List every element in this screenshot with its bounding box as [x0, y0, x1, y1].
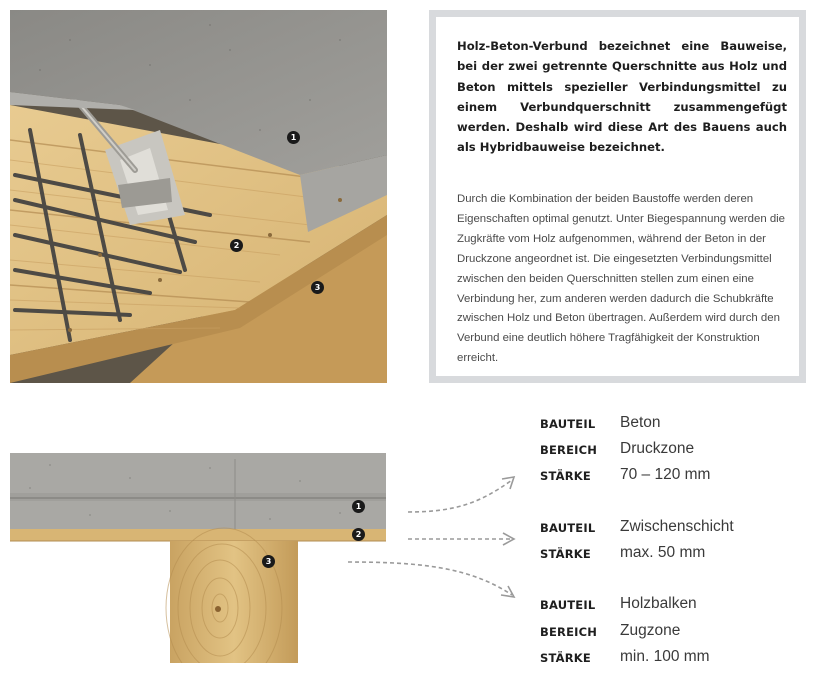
marker-3-timber: 3 — [311, 281, 324, 294]
spec-value: Zugzone — [620, 622, 681, 639]
spec-key: BAUTEIL — [540, 598, 596, 612]
arrow-to-concrete — [408, 480, 512, 512]
spec-key: BAUTEIL — [540, 521, 596, 535]
spec-key: STÄRKE — [540, 651, 591, 665]
spec-value: max. 50 mm — [620, 544, 706, 561]
spec-value: 70 – 120 mm — [620, 466, 711, 483]
spec-key: BEREICH — [540, 625, 598, 639]
intro-lead-text: Holz-Beton-Verbund bezeichnet eine Bauweise, bei der zwei getrennte Querschnitte aus Holz und Beton mittels spezieller Verbindungsmittel zu einem Verbundquerschnitt zusammengefügt werden. Deshalb wird diese Art des Bauens auch als Hybridbauweise bezeichnet. — [457, 39, 787, 155]
callout-arrows — [340, 455, 540, 615]
intermediate-layer — [10, 529, 386, 541]
composite-illustration-drawing — [10, 10, 387, 383]
spec-key: BEREICH — [540, 443, 598, 457]
section-marker-3: 3 — [262, 555, 275, 568]
cross-section-drawing — [10, 453, 386, 663]
spec-value: Holzbalken — [620, 595, 697, 612]
section-marker-2: 2 — [352, 528, 365, 541]
timber-beam — [170, 541, 298, 663]
spec-key: STÄRKE — [540, 547, 591, 561]
arrow-to-timber — [348, 562, 512, 595]
spec-value: Zwischenschicht — [620, 518, 734, 535]
spec-value: Beton — [620, 414, 661, 431]
marker-1-concrete: 1 — [287, 131, 300, 144]
description-box — [429, 10, 806, 383]
marker-2-intermediate-layer: 2 — [230, 239, 243, 252]
spec-value: Druckzone — [620, 440, 695, 457]
cross-section-graphic — [10, 453, 386, 663]
intro-body-text: Durch die Kombination der beiden Baustoffe werden deren Eigenschaften optimal genutzt. Unter Biegespannung werden die Zugkräfte vom Holz aufgenommen, während der Beton in der Druckzone angeordnet ist. Die eingesetzten Verbindungsmittel zwischen den beiden Querschnitten stellen zum einen eine Verbindung her, zum anderen werden dadurch die Schubkräfte zwischen Holz und Beton übertragen. Außerdem wird durch den Verbund eine deutlich höhere Tragfähigkeit der Konstruktion erreicht. — [457, 193, 786, 365]
section-marker-1: 1 — [352, 500, 365, 513]
spec-key: BAUTEIL — [540, 417, 596, 431]
spec-key: STÄRKE — [540, 469, 591, 483]
composite-illustration — [10, 10, 387, 383]
spec-value: min. 100 mm — [620, 648, 710, 665]
concrete-slab — [10, 453, 386, 529]
